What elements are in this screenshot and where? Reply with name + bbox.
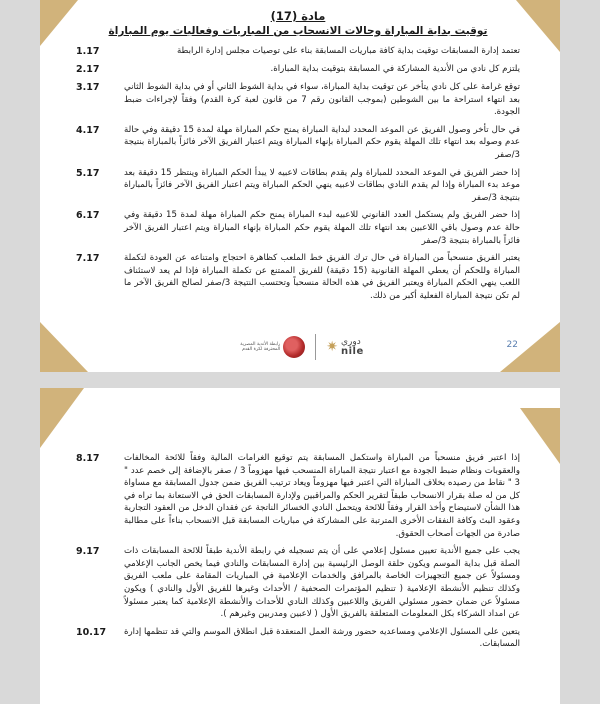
document-body: [76, 452, 520, 656]
sponsor-logo: [326, 337, 364, 357]
clause-text: في حال تأخر وصول الفريق عن الموعد المحدد لبداية المباراة يمنح حكم المباراة مهلة لمدة 15 دقيقة وفي حالة عدم وصوله بعد انتهاء تلك المهلة يقوم حكم المباراة بإنهاء المباراة ويتم اعتبار الفريق الآخر فائزاً بالمباراة بنتيجة 3/صفر: [124, 124, 520, 160]
clause-number: 8.17: [76, 453, 100, 464]
clause: [76, 626, 520, 651]
document-page-1: [40, 0, 560, 372]
clause-number: 4.17: [76, 124, 100, 136]
sponsor-logo-arabic: دوري: [340, 337, 361, 347]
clause-number: 6.17: [76, 210, 100, 222]
clause-number: 3.17: [76, 82, 100, 93]
league-logo: [236, 336, 305, 358]
clause: [76, 81, 520, 119]
clause: [76, 167, 520, 205]
clause-text: إذا حضر الفريق ولم يستكمل العدد القانوني للاعبيه لبدء المباراة يمنح حكم المباراة مهلة لمدة 15 دقيقة وفي حالة عدم وصول باقي اللاعبين بعد انتهاء تلك المهلة يقوم حكم المباراة بإنهاء المباراة ويتم اعتبار الفريق الآخر فائزاً بالمباراة بنتيجة 3/صفر: [124, 210, 520, 246]
document-body: [76, 8, 520, 308]
clause: [76, 45, 520, 58]
article-heading: توقيت بداية المباراة وحالات الانسحاب من المباريات وفعاليات يوم المباراة: [108, 25, 488, 37]
article-title: مادة (17): [270, 9, 326, 23]
clause-number: 2.17: [76, 64, 100, 75]
clause-number: 10.17: [76, 626, 107, 638]
clause-text: تعتمد إدارة المسابقات توقيت بداية كافة مباريات المسابقة بناء على توصيات مجلس إدارة الرابطة: [176, 46, 520, 56]
document-page-2: [40, 388, 560, 704]
clause-text: يلتزم كل نادي من الأندية المشاركة في المسابقة بتوقيت بداية المباراة.: [270, 64, 520, 74]
logo-divider: [315, 334, 316, 360]
corner-decoration: [516, 0, 560, 52]
league-logo-text: رابطة الأندية المصرية المحترفة لكرة القدم: [240, 341, 281, 352]
corner-decoration: [40, 0, 78, 46]
clause-text: إذا اعتبر فريق منسحباً من المباراة واستكمل المسابقة يتم توقيع الغرامات المالية وفقاً للائحة المخالفات والعقوبات ونظام ضبط الجودة مع اعتبار نتيجة المباراة المنسحب فيها مهزوماً 3 / صفر بالإضافة إلى خصم عدد " 3 " نقاط من رصيده بخلاف المباراة التي اعتبر فيها مهزوماً ويعاد ترتيب الفريق ضمن جدول المسابقة مع مساواة كل من له صلة بقرار الانسحاب طبقاً لتقرير الحكم والمراقبين ولإدارة المسابقات الحق في الاستعانة بما تراه في هذا الشأن لاستيضاح وأخذ القرار وفقاً للائحة ويتحمل النادي الخسائر الناتجة عن فقدان الدخل من العقود التجارية وعقود البث وكافة النفقات الأخرى المترتبة على المشاركة في مباريات المسابقة قبل الانسحاب بناءاً على مطالبة صادرة من الجهات أصحاب الحقوق.: [124, 453, 520, 539]
clause-number: 9.17: [76, 546, 100, 558]
star-icon: ✷: [326, 339, 338, 355]
clause: [76, 252, 520, 302]
clause: [76, 452, 520, 540]
clause-number: 5.17: [76, 167, 100, 179]
clause-text: يتعين على المسئول الإعلامي ومساعديه حضور ورشة العمل المنعقدة قبل انطلاق الموسم والتي قد تنظمها إدارة المسابقات.: [124, 626, 520, 650]
sponsor-logo-english: nile: [340, 346, 364, 357]
clause-text: يجب على جميع الأندية تعيين مسئول إعلامي على أن يتم تسجيله في رابطة الأندية طبقاً للائحة المسابقات ذات الصلة قبل بداية الموسم ويكون حلقة الوصل الرئيسية بين إدارة المسابقات والنادي فيما يخص الجانب الإعلامي ومسئولاً عن جميع التجهيزات الخاصة بالمرافق والخدمات الإعلامية في المباريات المقامة على ملعب الفريق وكذلك تنظيم الأنشطة الإعلامية ( تنظيم المؤتمرات الصحفية / الأحداث وغيرها للفريق الأول والنادي ) ويكون مسئولاً عن ضمان حضور مسئولي الفريق واللاعبين وكذلك النادي للأحداث والأنشطة الإعلامية كما يعتبر مسئولاً عن امداد الشركاء بكل المعلومات المتعلقة بالفريق الأول ( لاعبين ومدربين وغيرهم ).: [124, 546, 520, 620]
clause-number: 1.17: [76, 46, 100, 57]
clause-text: إذا حضر الفريق في الموعد المحدد للمباراة ولم يقدم بطاقات لاعبيه لا يبدأ الحكم المباراة وينتظر 15 دقيقة بعد موعد بدء المباراة وإذا لم يقدم النادي بطاقات لاعبيه ينهي الحكم المباراة ويتم اعتبار الفريق الآخر فائزاً بالمباراة بنتيجة 3/صفر: [124, 167, 520, 203]
page-number: 22: [506, 340, 518, 350]
football-icon: [283, 336, 305, 358]
corner-decoration: [520, 408, 560, 464]
clause: [76, 545, 520, 621]
clause-number: 7.17: [76, 253, 100, 265]
clause: [76, 209, 520, 247]
clause: [76, 124, 520, 162]
clause: [76, 63, 520, 76]
clause-text: يعتبر الفريق منسحباً من المباراة في حال ترك الفريق خط الملعب كظاهرة احتجاج وامتناعه عن العودة لتكملة المباراة وللحكم أن يعطي المهلة القانونية (15 دقيقة) للفريق الممتنع عن تكملة المباراة فإذا لم يعد لاستئناف اللعب ينهي الحكم المباراة ويعتبر الفريق في هذه الحالة منسحباً وتحتسب النتيجة 3/صفر لصالح الفريق الآخر ما لم تكن نتيجة المباراة الفعلية أكبر من ذلك.: [124, 253, 521, 301]
footer-logos: [40, 334, 560, 360]
clause-text: توقع غرامة على كل نادي يتأخر عن توقيت بداية المباراة، سواء في بداية الشوط الثاني أو في بداية الشوط الثاني بعد انتهاء استراحة ما بين الشوطين (بموجب القانون رقم 7 من قانون لعبة كرة القدم) وفقاً لإجراءات ضبط الجودة.: [124, 82, 521, 118]
corner-decoration: [40, 388, 84, 448]
